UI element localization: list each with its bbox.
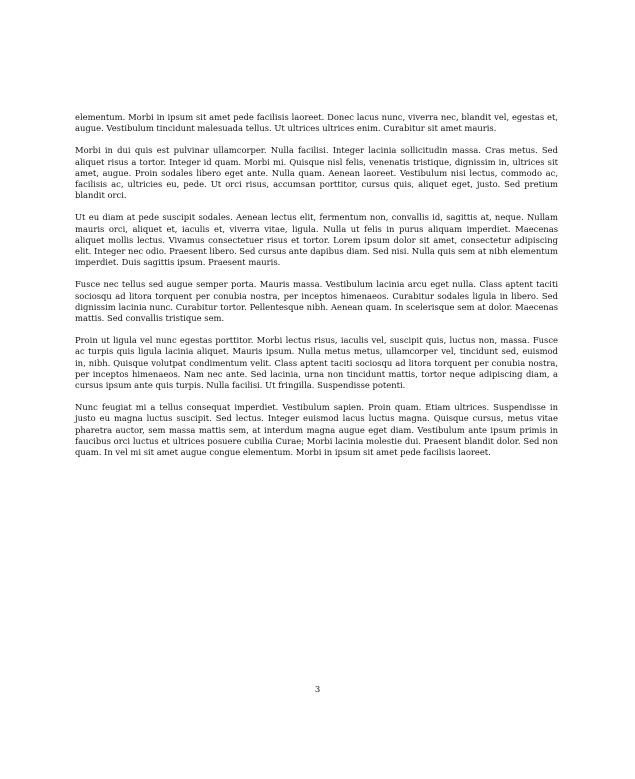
paragraph-3: Ut eu diam at pede suscipit sodales. Aenean lectus elit, fermentum non, convallis id, sagittis at, neque. Nullam mauris orci, aliquet et, iaculis et, viverra vitae, ligula. Nulla ut felis in purus aliquam imperdiet. Maecenas aliquet mollis lectus. Vivamus consectetuer risus et tortor. Lorem ipsum dolor sit amet, consectetur adipiscing elit. Integer nec odio. Praesent libero. Sed cursus ante dapibus diam. Sed nisi. Nulla quis sem at nibh elementum imperdiet. Duis sagittis ipsum. Praesent mauris. (75, 212, 558, 268)
paragraph-1: elementum. Morbi in ipsum sit amet pede facilisis laoreet. Donec lacus nunc, viverra nec, blandit vel, egestas et, augue. Vestibulum tincidunt malesuada tellus. Ut ultrices ultrices enim. Curabitur sit amet mauris. (75, 112, 558, 134)
paragraph-6: Nunc feugiat mi a tellus consequat imperdiet. Vestibulum sapien. Proin quam. Etiam ultrices. Suspendisse in justo eu magna luctus suscipit. Sed lectus. Integer euismod lacus luctus magna. Quisque cursus, metus vitae pharetra auctor, sem massa mattis sem, at interdum magna augue eget diam. Vestibulum ante ipsum primis in faucibus orci luctus et ultrices posuere cubilia Curae; Morbi lacinia molestie dui. Praesent blandit dolor. Sed non quam. In vel mi sit amet augue congue elementum. Morbi in ipsum sit amet pede facilisis laoreet. (75, 402, 558, 458)
paragraph-5: Proin ut ligula vel nunc egestas porttitor. Morbi lectus risus, iaculis vel, suscipit quis, luctus non, massa. Fusce ac turpis quis ligula lacinia aliquet. Mauris ipsum. Nulla metus metus, ullamcorper vel, tincidunt sed, euismod in, nibh. Quisque volutpat condimentum velit. Class aptent taciti sociosqu ad litora torquent per conubia nostra, per inceptos himenaeos. Nam nec ante. Sed lacinia, urna non tincidunt mattis, tortor neque adipiscing diam, a cursus ipsum ante quis turpis. Nulla facilisi. Ut fringilla. Suspendisse potenti. (75, 335, 558, 391)
paragraph-2: Morbi in dui quis est pulvinar ullamcorper. Nulla facilisi. Integer lacinia sollicitudin massa. Cras metus. Sed aliquet risus a tortor. Integer id quam. Morbi mi. Quisque nisl felis, venenatis tristique, dignissim in, ultrices sit amet, augue. Proin sodales libero eget ante. Nulla quam. Aenean laoreet. Vestibulum nisi lectus, commodo ac, facilisis ac, ultricies eu, pede. Ut orci risus, accumsan porttitor, cursus quis, aliquet eget, justo. Sed pretium blandit orci. (75, 145, 558, 201)
body-text (75, 112, 558, 469)
page-number: 3 (314, 684, 321, 694)
paragraph-4: Fusce nec tellus sed augue semper porta. Mauris massa. Vestibulum lacinia arcu eget nulla. Class aptent taciti sociosqu ad litora torquent per conubia nostra, per inceptos himenaeos. Curabitur sodales ligula in libero. Sed dignissim lacinia nunc. Curabitur tortor. Pellentesque nibh. Aenean quam. In scelerisque sem at dolor. Maecenas mattis. Sed convallis tristique sem. (75, 279, 558, 324)
